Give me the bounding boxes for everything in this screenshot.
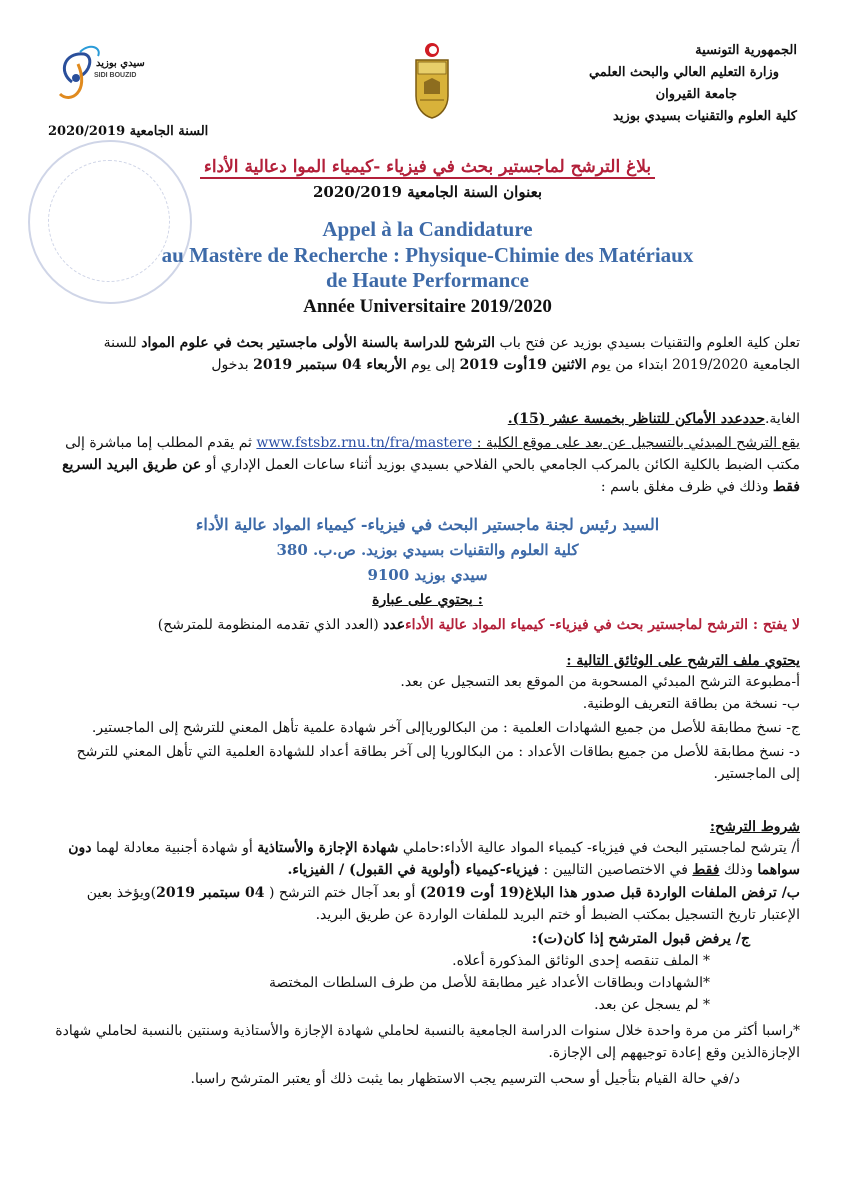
registration-paragraph: يقع الترشح المبدئي بالتسجيل عن بعد على موقع الكلية : www.fstsbz.rnu.tn/fra/mastere ثم يقدم المطلب إما مباشرة إلى مكتب الضبط بالكلية الكائن بالمركب الجامعي بالحي الفلاحي بسيدي بوزيد أثناء ساعات العمل الإداري أو عن طريق البريد السريع فقط وذلك في ظرف مغلق باسم : — [62, 435, 800, 495]
condition-a: أ/ يترشح لماجستير البحث في فيزياء- كيمياء المواد عالية الأداء:حاملي شهادة الإجازة والأستاذية أو شهادة أجنبية معادلة لهما دون سواهما وذلك فقط في الاختصاصين التاليين : فيزياء-كيمياء (أولوية في القبول) / الفيزياء. — [68, 840, 800, 878]
fr-title-line2: au Mastère de Recherche : Physique-Chimie des Matériaux — [161, 243, 694, 267]
list-item: د- نسخ مطابقة للأصل من جميع بطاقات الأعداد : من البكالوريا إلى آخر بطاقة أعداد للشهادة العلمية التي تأهل المعني للترشح إلى الماجستير. — [76, 744, 800, 782]
republic-label: الجمهورية التونسية — [695, 43, 797, 58]
envelope-mention: لا يفتح : الترشح لماجستير بحث في فيزياء- كيمياء المواد عالية الأداءعدد (العدد الذي تقدمه المنظومة للمترشح) — [157, 617, 800, 633]
condition-d: د/في حالة القيام بتأجيل أو سحب الترسيم يجب الاستظهار بما يثبت ذلك أو يعتبر المترشح راسبا. — [190, 1071, 740, 1087]
coat-of-arms-icon — [412, 42, 452, 120]
list-item: أ-مطبوعة الترشح المبدئي المسحوبة من الموقع بعد التسجيل عن بعد. — [400, 674, 800, 690]
fr-title-line1: Appel à la Candidature — [322, 217, 533, 241]
envelope-heading: يحتوي على عبارة : — [372, 592, 483, 608]
fr-academic-year: Année Universitaire 2019/2020 — [303, 296, 552, 317]
condition-c — [55, 928, 800, 1016]
faculty-website-link[interactable]: www.fstsbz.rnu.tn/fra/mastere — [256, 435, 473, 451]
academic-year-label: السنة الجامعية 2020/2019 — [48, 124, 209, 139]
list-item: ب- نسخة من بطاقة التعريف الوطنية. — [582, 696, 800, 712]
header-institution — [497, 40, 797, 128]
title-ar-text: بلاغ الترشح لماجستير بحث في فيزياء -كيمياء الموا دعالية الأداء — [200, 157, 655, 179]
address-line3: سيدي بوزيد 9100 — [367, 566, 488, 584]
subtitle-ar: بعنوان السنة الجامعية 2020/2019 — [312, 183, 543, 201]
address-line1: السيد رئيس لجنة ماجستير البحث في فيزياء- كيمياء المواد عالية الأداء — [195, 515, 660, 534]
seats-paragraph: الغاية.حددعدد الأماكن للتناظر بخمسة عشر (15). — [507, 411, 800, 427]
condition-c-heading: ج/ يرفض قبول المترشح إذا كان(ت): — [531, 931, 750, 947]
list-item: *الشهادات وبطاقات الأعداد غير مطابقة للأصل من طرف السلطات المختصة — [269, 975, 710, 991]
list-item: * الملف تنقصه إحدى الوثائق المذكورة أعلاه. — [452, 953, 710, 969]
title-ar — [0, 157, 855, 177]
documents-heading: يحتوي ملف الترشح على الوثائق التالية : — [566, 653, 800, 669]
university-logo — [50, 42, 150, 112]
documents-list — [55, 671, 800, 785]
logo-text-ar: سيدي بوزيد — [96, 58, 145, 69]
logo-text-fr: SIDI BOUZID — [94, 72, 137, 79]
intro-paragraph: تعلن كلية العلوم والتقنيات بسيدي بوزيد عن فتح باب الترشح للدراسة بالسنة الأولى ماجستير بحث في علوم المواد للسنة الجامعية 2019/2020 ابتداء من يوم الاثنين 19أوت 2019 إلى يوم الأربعاء 04 سبتمبر 2019 بدخول — [103, 335, 800, 373]
list-item: ج- نسخ مطابقة للأصل من جميع الشهادات العلمية : من البكالوريا‌إلى آخر شهادة علمية تأهل المعني للترشح إلى الماجستير. — [91, 720, 800, 736]
list-item: * لم يسجل عن بعد. — [594, 997, 710, 1013]
ministry-label: وزارة التعليم العالي والبحث العلمي — [588, 65, 779, 80]
condition-c-last: *راسبا أكثر من مرة واحدة خلال سنوات الدراسة الجامعية بالنسبة لحاملي شهادة الإجازة والأستاذية وسنتين بالنسبة لحاملي شهادة الإجازةالذين وقع إعادة توجيههم إلى الإجازة. — [55, 1023, 800, 1061]
faculty-label: كلية العلوم والتقنيات بسيدي بوزيد — [613, 109, 797, 124]
university-label: جامعة القيروان — [655, 87, 737, 102]
fr-title-line3: de Haute Performance — [326, 268, 529, 292]
condition-b: ب/ ترفض الملفات الواردة قبل صدور هذا البلاغ(19 أوت 2019) أو بعد آجال ختم الترشح ( 04 سبتمبر 2019)ويؤخذ بعين الإعتبار تاريخ التسجيل بمكتب الضبط أو ختم البريد للملفات الواردة عن طريق البريد. — [86, 885, 800, 923]
conditions-heading: شروط الترشح: — [709, 819, 800, 835]
address-line2: كلية العلوم والتقنيات بسيدي بوزيد. ص.ب. 380 — [276, 541, 579, 559]
